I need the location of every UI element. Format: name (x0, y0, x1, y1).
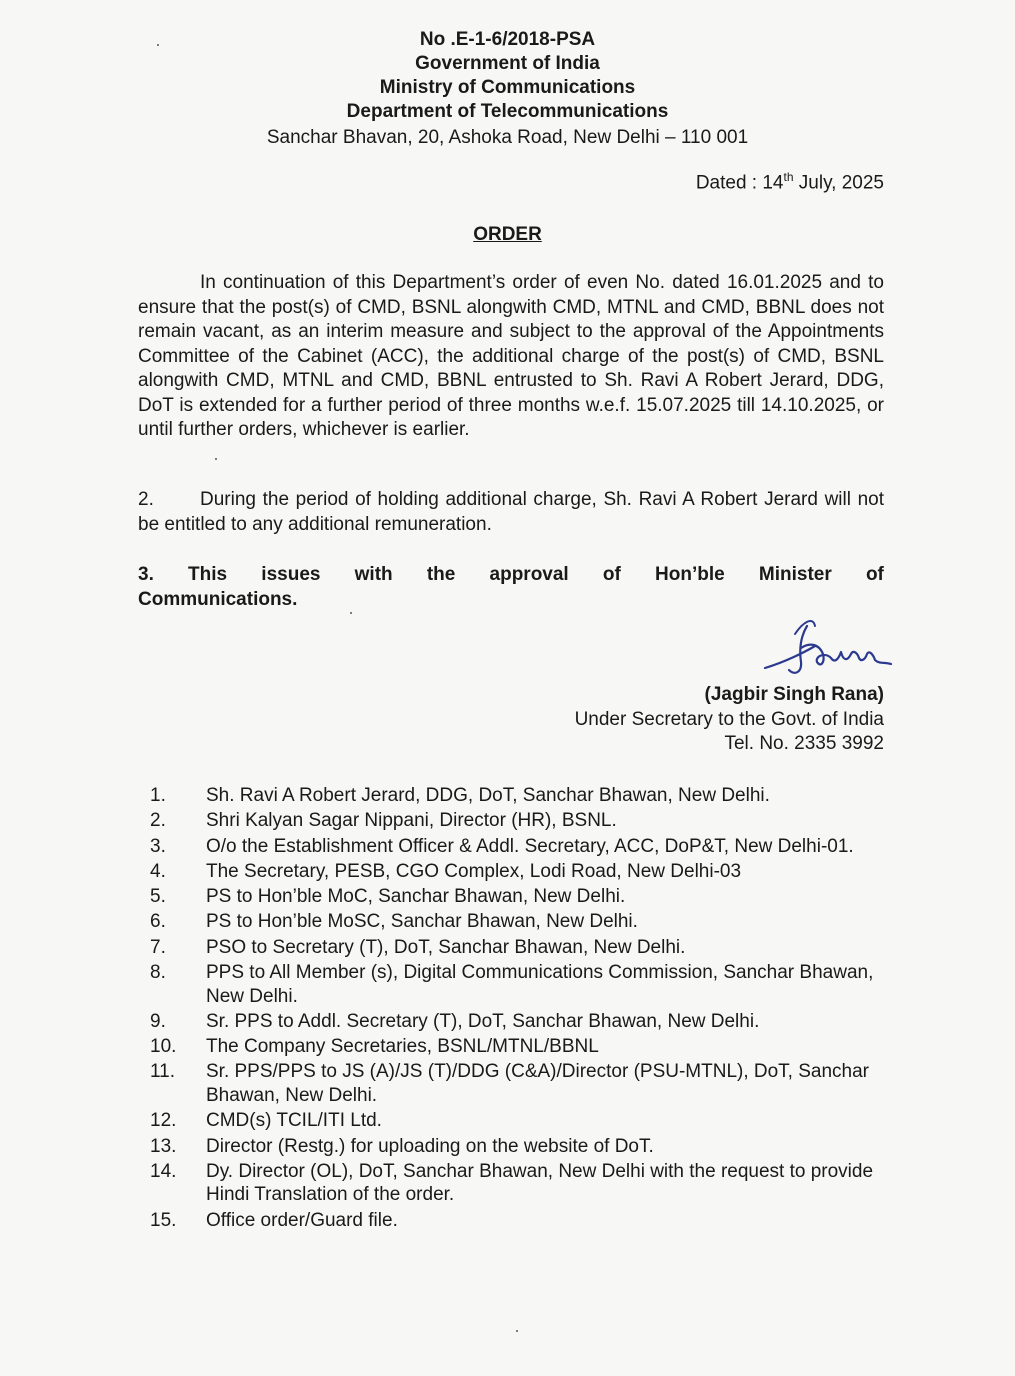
distribution-item-number: 11. (150, 1061, 176, 1083)
paragraph-3-word: approval (489, 564, 569, 585)
scan-speck (350, 612, 352, 614)
paragraph-3-first-line (138, 563, 884, 588)
distribution-item-text: PS to Hon’ble MoC, Sanchar Bhawan, New Delhi. (206, 886, 626, 908)
paragraph-3-word: issues (261, 564, 321, 585)
distribution-item-number: 3. (150, 835, 166, 857)
distribution-item-number: 2. (150, 810, 166, 832)
distribution-item (150, 910, 890, 934)
paragraph-3-word: This (188, 564, 228, 585)
distribution-item-number: 15. (150, 1209, 177, 1231)
paragraph-3-word: Minister (758, 564, 832, 585)
distribution-item-text: Director (Restg.) for uploading on the website of DoT. (206, 1135, 654, 1157)
office-address: Sanchar Bhavan, 20, Ashoka Road, New Delhi – 110 001 (266, 127, 749, 148)
distribution-item (150, 885, 890, 909)
paragraph-1: In continuation of this Department’s order of even No. dated 16.01.2025 and to ensure that the post(s) of CMD, BSNL alongwith CMD, MTNL and CMD, BBNL does not remain vacant, as an interim measure and subject to the approval of the Appointments Committee of the Cabinet (ACC), the additional charge of the post(s) of CMD, BSNL alongwith CMD, MTNL and CMD, BBNL entrusted to Sh. Ravi A Robert Jerard, DDG, DoT is extended for a further period of three months w.e.f. 15.07.2025 till 14.10.2025, or until further orders, whichever is earlier. (138, 272, 884, 440)
date-rest: July, 2025 (793, 172, 884, 194)
paragraph-3-number: 3. (138, 564, 154, 585)
distribution-item-text: O/o the Establishment Officer & Addl. Secretary, ACC, DoP&T, New Delhi-01. (206, 835, 854, 857)
date-ordinal-suffix: th (783, 170, 794, 184)
paragraph-3-word: Hon’ble (655, 564, 725, 585)
distribution-item (150, 1010, 890, 1034)
distribution-item (150, 835, 890, 859)
distribution-item (150, 936, 890, 960)
distribution-item (150, 809, 890, 833)
paragraph-3 (138, 563, 884, 612)
distribution-item-text: PS to Hon’ble MoSC, Sanchar Bhawan, New Delhi. (206, 911, 638, 933)
distribution-item-number: 10. (150, 1036, 177, 1058)
paragraph-3-word: with (354, 564, 393, 585)
department-name: Department of Telecommunications (346, 101, 669, 122)
distribution-item (150, 1035, 890, 1059)
distribution-item-text: PSO to Secretary (T), DoT, Sanchar Bhawan, New Delhi. (206, 936, 686, 958)
distribution-item (150, 1109, 890, 1133)
distribution-item (150, 1160, 890, 1207)
signatory-telephone: Tel. No. 2335 3992 (724, 733, 884, 754)
signatory-designation: Under Secretary to the Govt. of India (574, 708, 884, 730)
distribution-list (150, 784, 890, 1234)
distribution-item-number: 9. (150, 1010, 166, 1032)
signatory-name: (Jagbir Singh Rana) (704, 684, 884, 705)
distribution-item (150, 1135, 890, 1159)
distribution-item-text: Sr. PPS/PPS to JS (A)/JS (T)/DDG (C&A)/Director (PSU-MTNL), DoT, Sanchar Bhawan, New Delhi. (206, 1061, 870, 1106)
ministry-name: Ministry of Communications (379, 77, 636, 98)
paragraph-3-second-line: Communications. (138, 588, 298, 610)
distribution-item-text: Dy. Director (OL), DoT, Sanchar Bhawan, New Delhi with the request to provide Hindi Translation of the order. (206, 1160, 874, 1206)
distribution-item-number: 5. (150, 886, 166, 908)
distribution-item (150, 961, 890, 1008)
distribution-item-number: 7. (150, 936, 166, 958)
paragraph-2-number: 2. (138, 489, 154, 510)
signatory-block (480, 683, 884, 757)
distribution-item-text: Sr. PPS to Addl. Secretary (T), DoT, Sanchar Bhawan, New Delhi. (206, 1010, 760, 1032)
order-heading: ORDER (473, 224, 542, 245)
distribution-item-number: 8. (150, 962, 166, 984)
distribution-item-text: Sh. Ravi A Robert Jerard, DDG, DoT, Sanchar Bhawan, New Delhi. (206, 785, 770, 806)
paragraph-2-text: During the period of holding additional charge, Sh. Ravi A Robert Jerard will not be entitled to any additional remuneration. (138, 489, 884, 535)
reference-number: No .E-1-6/2018-PSA (419, 29, 596, 50)
scan-speck (516, 1330, 518, 1332)
date-prefix: Dated : 14 (695, 172, 784, 194)
distribution-item-number: 13. (150, 1135, 177, 1157)
paragraph-3-word: of (602, 564, 621, 585)
distribution-item-text: The Company Secretaries, BSNL/MTNL/BBNL (206, 1036, 599, 1058)
distribution-item-text: Shri Kalyan Sagar Nippani, Director (HR), BSNL. (206, 810, 617, 832)
order-date (640, 170, 884, 194)
government-name: Government of India (415, 53, 600, 74)
distribution-item (150, 1209, 890, 1233)
paragraph-2 (138, 488, 884, 537)
distribution-item-number: 1. (150, 785, 166, 806)
distribution-item-text: CMD(s) TCIL/ITI Ltd. (206, 1110, 382, 1132)
distribution-item (150, 1060, 890, 1107)
letterhead (0, 28, 1015, 152)
distribution-item-text: PPS to All Member (s), Digital Communications Commission, Sanchar Bhawan, New Delhi. (206, 962, 874, 1007)
paragraph-3-word: the (426, 564, 456, 585)
distribution-item-number: 4. (150, 860, 166, 882)
distribution-item (150, 784, 890, 808)
distribution-item-text: Office order/Guard file. (206, 1209, 398, 1231)
handwritten-signature (755, 612, 900, 684)
scan-speck (157, 44, 159, 46)
distribution-item-number: 6. (150, 911, 166, 933)
distribution-item-text: The Secretary, PESB, CGO Complex, Lodi Road, New Delhi-03 (206, 860, 742, 882)
distribution-item (150, 860, 890, 884)
distribution-item-number: 12. (150, 1110, 177, 1132)
scan-speck (215, 458, 217, 460)
paragraph-3-word: of (865, 564, 884, 585)
distribution-item-number: 14. (150, 1160, 177, 1182)
